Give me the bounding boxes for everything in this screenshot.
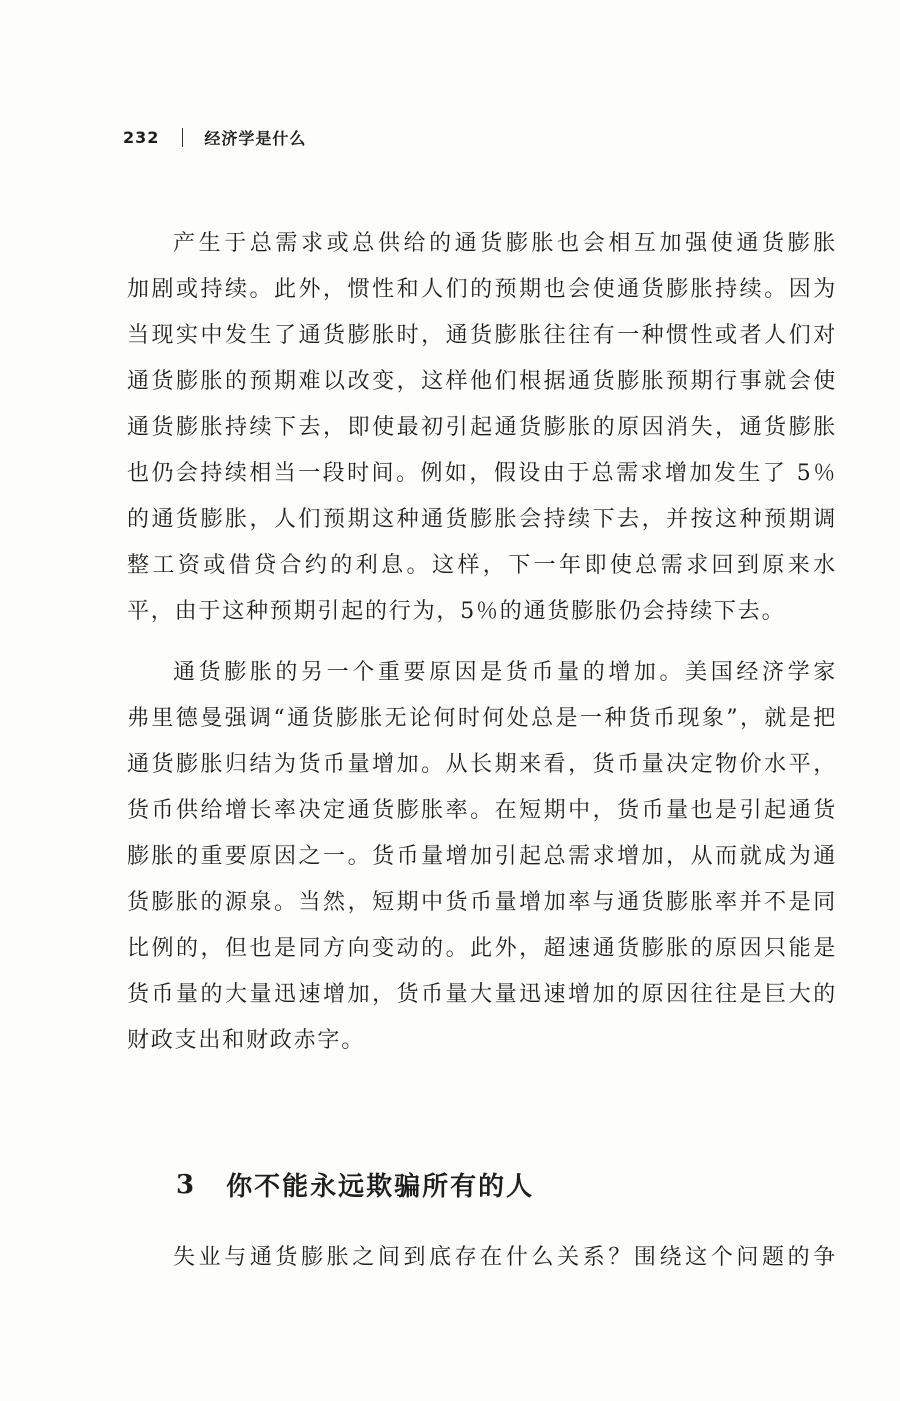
text-line: 通货膨胀归结为货币量增加。从长期来看，货币量决定物价水平， bbox=[127, 752, 837, 777]
text-line: 通货膨胀的另一个重要原因是货币量的增加。美国经济学家 bbox=[173, 660, 837, 685]
text-line: 当现实中发生了通货膨胀时，通货膨胀往往有一种惯性或者人们对 bbox=[127, 323, 837, 348]
text-line: 加剧或持续。此外，惯性和人们的预期也会使通货膨胀持续。因为 bbox=[127, 277, 837, 302]
text-line: 失业与通货膨胀之间到底存在什么关系？围绕这个问题的争 bbox=[173, 1245, 837, 1270]
text-line: 的通货膨胀，人们预期这种通货膨胀会持续下去，并按这种预期调 bbox=[127, 507, 837, 532]
text-line: 弗里德曼强调“通货膨胀无论何时何处总是一种货币现象”，就是把 bbox=[127, 706, 837, 731]
text-line: 也仍会持续相当一段时间。例如，假设由于总需求增加发生了 5％ bbox=[127, 461, 837, 486]
text-line: 通货膨胀持续下去，即使最初引起通货膨胀的原因消失，通货膨胀 bbox=[127, 415, 837, 440]
text-line: 平，由于这种预期引起的行为，5％的通货膨胀仍会持续下去。 bbox=[127, 599, 786, 624]
section-number: 3 bbox=[176, 1169, 197, 1200]
paragraph-3 bbox=[127, 1235, 837, 1281]
text-line: 货币供给增长率决定通货膨胀率。在短期中，货币量也是引起通货 bbox=[127, 798, 837, 823]
text-line: 财政支出和财政赤字。 bbox=[127, 1028, 366, 1053]
section-title: 你不能永远欺骗所有的人 bbox=[226, 1172, 535, 1202]
text-line: 产生于总需求或总供给的通货膨胀也会相互加强使通货膨胀 bbox=[173, 231, 837, 256]
page-number: 232 bbox=[123, 127, 160, 147]
text-line: 比例的，但也是同方向变动的。此外，超速通货膨胀的原因只能是 bbox=[127, 936, 837, 961]
paragraph-2 bbox=[127, 650, 837, 1064]
text-line: 通货膨胀的预期难以改变，这样他们根据通货膨胀预期行事就会使 bbox=[127, 369, 837, 394]
paragraph-1 bbox=[127, 221, 837, 635]
text-line: 货膨胀的源泉。当然，短期中货币量增加率与通货膨胀率并不是同 bbox=[127, 890, 837, 915]
text-line: 整工资或借贷合约的利息。这样，下一年即使总需求回到原来水 bbox=[127, 553, 837, 578]
text-line: 货币量的大量迅速增加，货币量大量迅速增加的原因往往是巨大的 bbox=[127, 982, 837, 1007]
running-header bbox=[123, 124, 306, 150]
section-heading bbox=[176, 1166, 534, 1203]
header-divider bbox=[182, 128, 183, 147]
text-line: 膨胀的重要原因之一。货币量增加引起总需求增加，从而就成为通 bbox=[127, 844, 837, 869]
book-title: 经济学是什么 bbox=[204, 128, 307, 148]
